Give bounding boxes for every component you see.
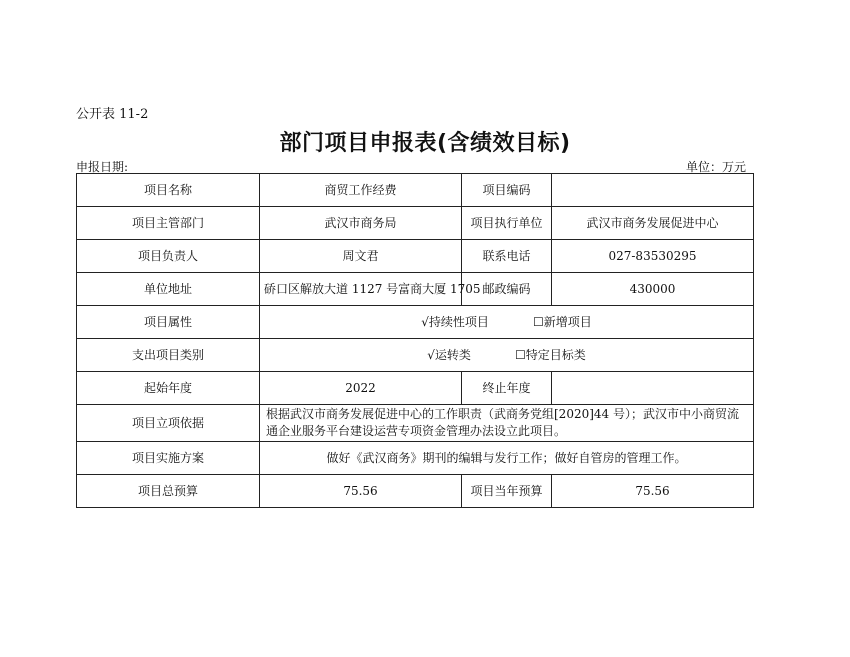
label-cell: 单位地址 [77, 273, 260, 306]
label-cell: 项目总预算 [77, 475, 260, 508]
table-row [77, 339, 754, 372]
table-row [77, 273, 754, 306]
table-row [77, 240, 754, 273]
project-form-table [76, 173, 754, 508]
label-cell: 终止年度 [462, 372, 552, 405]
checkbox-new[interactable]: ☐新增项目 [532, 315, 592, 329]
label-cell: 项目立项依据 [77, 405, 260, 442]
page-title: 部门项目申报表(含绩效目标) [279, 131, 571, 156]
label-cell: 项目负责人 [77, 240, 260, 273]
label-cell: 联系电话 [462, 240, 552, 273]
category-options [260, 339, 754, 372]
attribute-options [260, 306, 754, 339]
checkbox-special-target[interactable]: ☐特定目标类 [514, 348, 586, 362]
value-cell: 75.56 [260, 475, 462, 508]
label-cell: 项目主管部门 [77, 207, 260, 240]
value-cell: 武汉市商务发展促进中心 [552, 207, 754, 240]
table-row [77, 475, 754, 508]
label-cell: 项目实施方案 [77, 442, 260, 475]
value-cell: 430000 [552, 273, 754, 306]
value-cell: 027-83530295 [552, 240, 754, 273]
value-cell: 2022 [260, 372, 462, 405]
label-cell: 支出项目类别 [77, 339, 260, 372]
label-cell: 邮政编码 [462, 273, 552, 306]
label-cell: 起始年度 [77, 372, 260, 405]
value-cell: 武汉市商务局 [260, 207, 462, 240]
label-cell: 项目当年预算 [462, 475, 552, 508]
label-cell: 项目编码 [462, 174, 552, 207]
value-cell: 周文君 [260, 240, 462, 273]
value-cell: 75.56 [552, 475, 754, 508]
basis-text: 根据武汉市商务发展促进中心的工作职责（武商务党组[2020]44 号）；武汉市中小商贸流通企业服务平台建设运营专项资金管理办法设立此项目。 [260, 405, 754, 442]
label-cell: 项目名称 [77, 174, 260, 207]
unit-label: 单位：万元 [685, 160, 746, 174]
label-cell: 项目属性 [77, 306, 260, 339]
form-code: 公开表 11-2 [76, 107, 149, 122]
label-cell: 项目执行单位 [462, 207, 552, 240]
table-row [77, 174, 754, 207]
report-date-label: 申报日期: [76, 160, 129, 174]
plan-text: 做好《武汉商务》期刊的编辑与发行工作；做好自管房的管理工作。 [260, 442, 754, 475]
table-row [77, 442, 754, 475]
value-cell [552, 372, 754, 405]
value-cell [552, 174, 754, 207]
value-cell: 商贸工作经费 [260, 174, 462, 207]
table-row [77, 207, 754, 240]
value-cell: 硚口区解放大道 1127 号富商大厦 1705 [260, 273, 462, 306]
checkbox-operation[interactable]: √运转类 [427, 348, 471, 362]
table-row [77, 372, 754, 405]
checkbox-continuing[interactable]: √持续性项目 [421, 315, 489, 329]
table-row [77, 405, 754, 442]
table-row [77, 306, 754, 339]
